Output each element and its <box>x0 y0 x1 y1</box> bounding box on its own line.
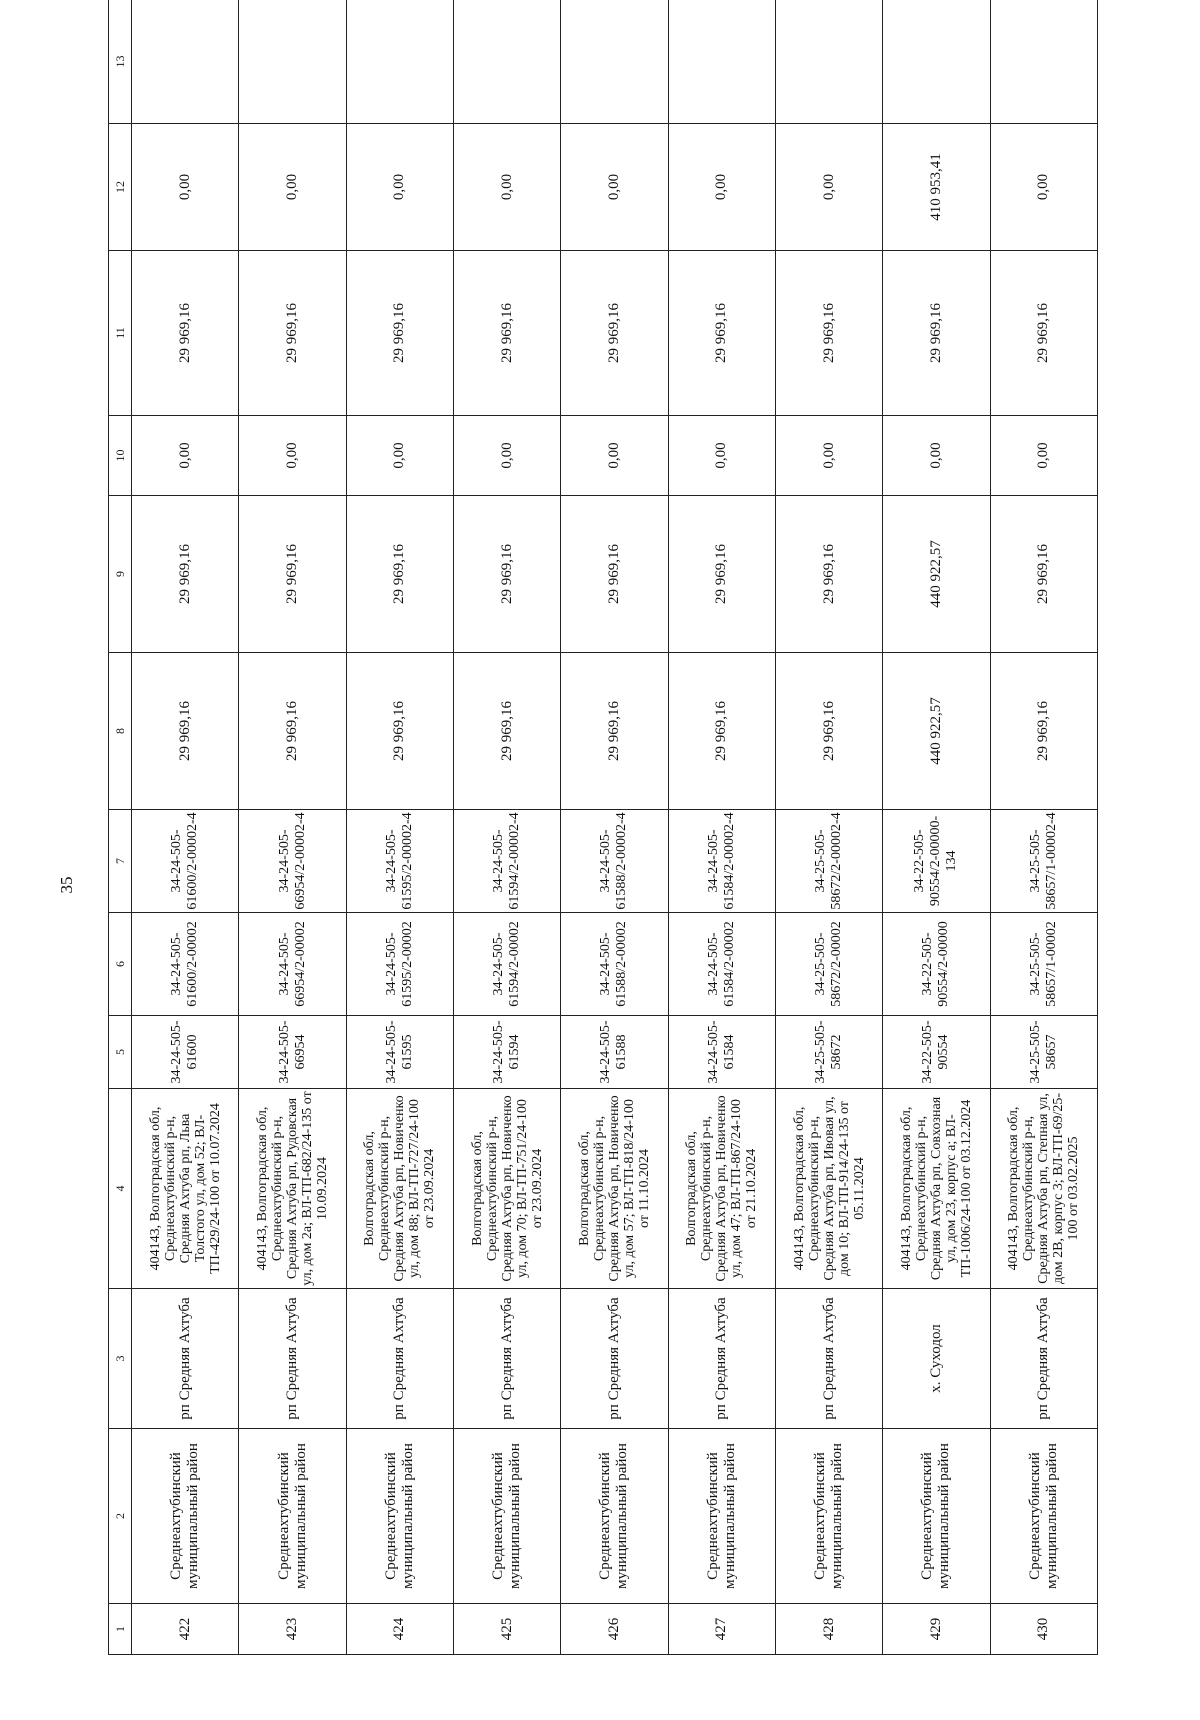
note-cell <box>883 0 990 124</box>
note-cell <box>668 0 775 124</box>
amount-cell: 0,00 <box>990 124 1097 251</box>
cadastral-cell: 34-24-505-61595 <box>346 1016 453 1089</box>
row-number-cell: 430 <box>990 1604 1097 1655</box>
column-header: 7 <box>109 810 132 913</box>
address-cell: Волгоградская обл, Среднеахтубинский р-н, Средняя Ахтуба рп, Новиченко ул, дом 88; ВЛ-ТП-727/24-100 от 23.09.2024 <box>346 1089 453 1289</box>
table-row <box>561 0 668 1655</box>
object-id-cell: 34-22-505-90554/2-00000-134 <box>883 810 990 913</box>
amount-cell: 0,00 <box>775 416 882 496</box>
amount-cell: 29 969,16 <box>561 496 668 653</box>
row-number-cell: 426 <box>561 1604 668 1655</box>
amount-cell: 0,00 <box>775 124 882 251</box>
record-id-cell: 34-24-505-61588/2-00002 <box>561 913 668 1016</box>
address-cell: 404143, Волгоградская обл, Среднеахтубинский р-н, Средняя Ахтуба рп, Ивовая ул, дом 10; ВЛ-ТП-914/24-135 от 05.11.2024 <box>775 1089 882 1289</box>
note-cell <box>346 0 453 124</box>
cadastral-cell: 34-24-505-61588 <box>561 1016 668 1089</box>
locality-cell: х. Суходол <box>883 1289 990 1429</box>
amount-cell: 0,00 <box>668 124 775 251</box>
note-cell <box>561 0 668 124</box>
table-row <box>668 0 775 1655</box>
amount-cell: 29 969,16 <box>239 496 346 653</box>
cadastral-cell: 34-25-505-58672 <box>775 1016 882 1089</box>
amount-cell: 0,00 <box>346 124 453 251</box>
object-id-cell: 34-25-505-58672/2-00002-4 <box>775 810 882 913</box>
amount-cell: 0,00 <box>454 124 561 251</box>
cadastral-cell: 34-22-505-90554 <box>883 1016 990 1089</box>
table-row <box>990 0 1097 1655</box>
data-table <box>108 0 1098 1655</box>
amount-cell: 29 969,16 <box>668 251 775 416</box>
column-header: 1 <box>109 1604 132 1655</box>
amount-cell: 0,00 <box>346 416 453 496</box>
row-number-cell: 428 <box>775 1604 882 1655</box>
table-row <box>883 0 990 1655</box>
table-row <box>775 0 882 1655</box>
amount-cell: 29 969,16 <box>239 653 346 810</box>
amount-cell: 29 969,16 <box>454 251 561 416</box>
amount-cell: 29 969,16 <box>775 496 882 653</box>
address-cell: 404143, Волгоградская обл, Среднеахтубинский р-н, Средняя Ахтуба рп, Льва Толстого ул, дом 52; ВЛ-ТП-429/24-100 от 10.07.2024 <box>132 1089 239 1289</box>
locality-cell: рп Средняя Ахтуба <box>561 1289 668 1429</box>
record-id-cell: 34-24-505-61594/2-00002 <box>454 913 561 1016</box>
column-header-row <box>109 0 132 1655</box>
row-number-cell: 424 <box>346 1604 453 1655</box>
record-id-cell: 34-24-505-66954/2-00002 <box>239 913 346 1016</box>
address-cell: Волгоградская обл, Среднеахтубинский р-н, Средняя Ахтуба рп, Новиченко ул, дом 47; ВЛ-ТП-867/24-100 от 21.10.2024 <box>668 1089 775 1289</box>
district-cell: Среднеахтубинский муниципальный район <box>990 1429 1097 1604</box>
amount-cell: 29 969,16 <box>346 653 453 810</box>
amount-cell: 0,00 <box>561 416 668 496</box>
note-cell <box>239 0 346 124</box>
amount-cell: 29 969,16 <box>561 251 668 416</box>
address-cell: 404143, Волгоградская обл, Среднеахтубинский р-н, Средняя Ахтуба рп, Степная ул, дом 2В, корпус 3; ВЛ-ТП-69/25-100 от 03.02.2025 <box>990 1089 1097 1289</box>
amount-cell: 29 969,16 <box>883 251 990 416</box>
cadastral-cell: 34-24-505-61584 <box>668 1016 775 1089</box>
note-cell <box>990 0 1097 124</box>
district-cell: Среднеахтубинский муниципальный район <box>775 1429 882 1604</box>
column-header: 8 <box>109 653 132 810</box>
amount-cell: 29 969,16 <box>132 251 239 416</box>
record-id-cell: 34-24-505-61600/2-00002 <box>132 913 239 1016</box>
locality-cell: рп Средняя Ахтуба <box>775 1289 882 1429</box>
amount-cell: 29 969,16 <box>561 653 668 810</box>
object-id-cell: 34-24-505-66954/2-00002-4 <box>239 810 346 913</box>
amount-cell: 29 969,16 <box>454 496 561 653</box>
column-header: 6 <box>109 913 132 1016</box>
note-cell <box>775 0 882 124</box>
note-cell <box>132 0 239 124</box>
district-cell: Среднеахтубинский муниципальный район <box>561 1429 668 1604</box>
locality-cell: рп Средняя Ахтуба <box>132 1289 239 1429</box>
district-cell: Среднеахтубинский муниципальный район <box>239 1429 346 1604</box>
amount-cell: 410 953,41 <box>883 124 990 251</box>
amount-cell: 0,00 <box>132 416 239 496</box>
amount-cell: 29 969,16 <box>775 653 882 810</box>
table-row <box>132 0 239 1655</box>
amount-cell: 0,00 <box>132 124 239 251</box>
amount-cell: 0,00 <box>561 124 668 251</box>
amount-cell: 29 969,16 <box>454 653 561 810</box>
locality-cell: рп Средняя Ахтуба <box>454 1289 561 1429</box>
amount-cell: 29 969,16 <box>990 653 1097 810</box>
amount-cell: 440 922,57 <box>883 653 990 810</box>
column-header: 2 <box>109 1429 132 1604</box>
amount-cell: 29 969,16 <box>132 496 239 653</box>
object-id-cell: 34-25-505-58657/1-00002-4 <box>990 810 1097 913</box>
column-header: 4 <box>109 1089 132 1289</box>
column-header: 9 <box>109 496 132 653</box>
column-header: 13 <box>109 0 132 124</box>
amount-cell: 29 969,16 <box>132 653 239 810</box>
locality-cell: рп Средняя Ахтуба <box>990 1289 1097 1429</box>
amount-cell: 29 969,16 <box>346 251 453 416</box>
amount-cell: 29 969,16 <box>346 496 453 653</box>
table-row <box>454 0 561 1655</box>
amount-cell: 0,00 <box>239 416 346 496</box>
cadastral-cell: 34-24-505-61594 <box>454 1016 561 1089</box>
district-cell: Среднеахтубинский муниципальный район <box>883 1429 990 1604</box>
district-cell: Среднеахтубинский муниципальный район <box>668 1429 775 1604</box>
rotated-table-container <box>108 55 1098 1655</box>
district-cell: Среднеахтубинский муниципальный район <box>346 1429 453 1604</box>
object-id-cell: 34-24-505-61594/2-00002-4 <box>454 810 561 913</box>
record-id-cell: 34-22-505-90554/2-00000 <box>883 913 990 1016</box>
cadastral-cell: 34-24-505-66954 <box>239 1016 346 1089</box>
record-id-cell: 34-24-505-61595/2-00002 <box>346 913 453 1016</box>
amount-cell: 29 969,16 <box>990 251 1097 416</box>
amount-cell: 29 969,16 <box>668 653 775 810</box>
address-cell: 404143, Волгоградская обл, Среднеахтубинский р-н, Средняя Ахтуба рп, Совхозная ул, дом 23, корпус а; ВЛ-ТП-1006/24-100 от 03.12.2024 <box>883 1089 990 1289</box>
table-row <box>346 0 453 1655</box>
row-number-cell: 423 <box>239 1604 346 1655</box>
row-number-cell: 425 <box>454 1604 561 1655</box>
page-number: 35 <box>57 876 76 894</box>
district-cell: Среднеахтубинский муниципальный район <box>454 1429 561 1604</box>
amount-cell: 29 969,16 <box>775 251 882 416</box>
amount-cell: 0,00 <box>239 124 346 251</box>
locality-cell: рп Средняя Ахтуба <box>239 1289 346 1429</box>
cadastral-cell: 34-25-505-58657 <box>990 1016 1097 1089</box>
locality-cell: рп Средняя Ахтуба <box>668 1289 775 1429</box>
amount-cell: 29 969,16 <box>990 496 1097 653</box>
address-cell: 404143, Волгоградская обл, Среднеахтубинский р-н, Средняя Ахтуба рп, Рудовская ул, дом 2а; ВЛ-ТП-682/24-135 от 10.09.2024 <box>239 1089 346 1289</box>
column-header: 3 <box>109 1289 132 1429</box>
district-cell: Среднеахтубинский муниципальный район <box>132 1429 239 1604</box>
amount-cell: 440 922,57 <box>883 496 990 653</box>
locality-cell: рп Средняя Ахтуба <box>346 1289 453 1429</box>
cadastral-cell: 34-24-505-61600 <box>132 1016 239 1089</box>
amount-cell: 0,00 <box>668 416 775 496</box>
address-cell: Волгоградская обл, Среднеахтубинский р-н, Средняя Ахтуба рп, Новиченко ул, дом 57; ВЛ-ТП-818/24-100 от 11.10.2024 <box>561 1089 668 1289</box>
record-id-cell: 34-24-505-61584/2-00002 <box>668 913 775 1016</box>
record-id-cell: 34-25-505-58672/2-00002 <box>775 913 882 1016</box>
amount-cell: 29 969,16 <box>668 496 775 653</box>
record-id-cell: 34-25-505-58657/1-00002 <box>990 913 1097 1016</box>
object-id-cell: 34-24-505-61584/2-00002-4 <box>668 810 775 913</box>
column-header: 5 <box>109 1016 132 1089</box>
object-id-cell: 34-24-505-61595/2-00002-4 <box>346 810 453 913</box>
amount-cell: 0,00 <box>454 416 561 496</box>
column-header: 12 <box>109 124 132 251</box>
address-cell: Волгоградская обл, Среднеахтубинский р-н, Средняя Ахтуба рп, Новиченко ул, дом 70; ВЛ-ТП-751/24-100 от 23.09.2024 <box>454 1089 561 1289</box>
column-header: 11 <box>109 251 132 416</box>
table-row <box>239 0 346 1655</box>
row-number-cell: 422 <box>132 1604 239 1655</box>
note-cell <box>454 0 561 124</box>
row-number-cell: 429 <box>883 1604 990 1655</box>
amount-cell: 0,00 <box>883 416 990 496</box>
column-header: 10 <box>109 416 132 496</box>
row-number-cell: 427 <box>668 1604 775 1655</box>
object-id-cell: 34-24-505-61600/2-00002-4 <box>132 810 239 913</box>
amount-cell: 29 969,16 <box>239 251 346 416</box>
object-id-cell: 34-24-505-61588/2-00002-4 <box>561 810 668 913</box>
amount-cell: 0,00 <box>990 416 1097 496</box>
